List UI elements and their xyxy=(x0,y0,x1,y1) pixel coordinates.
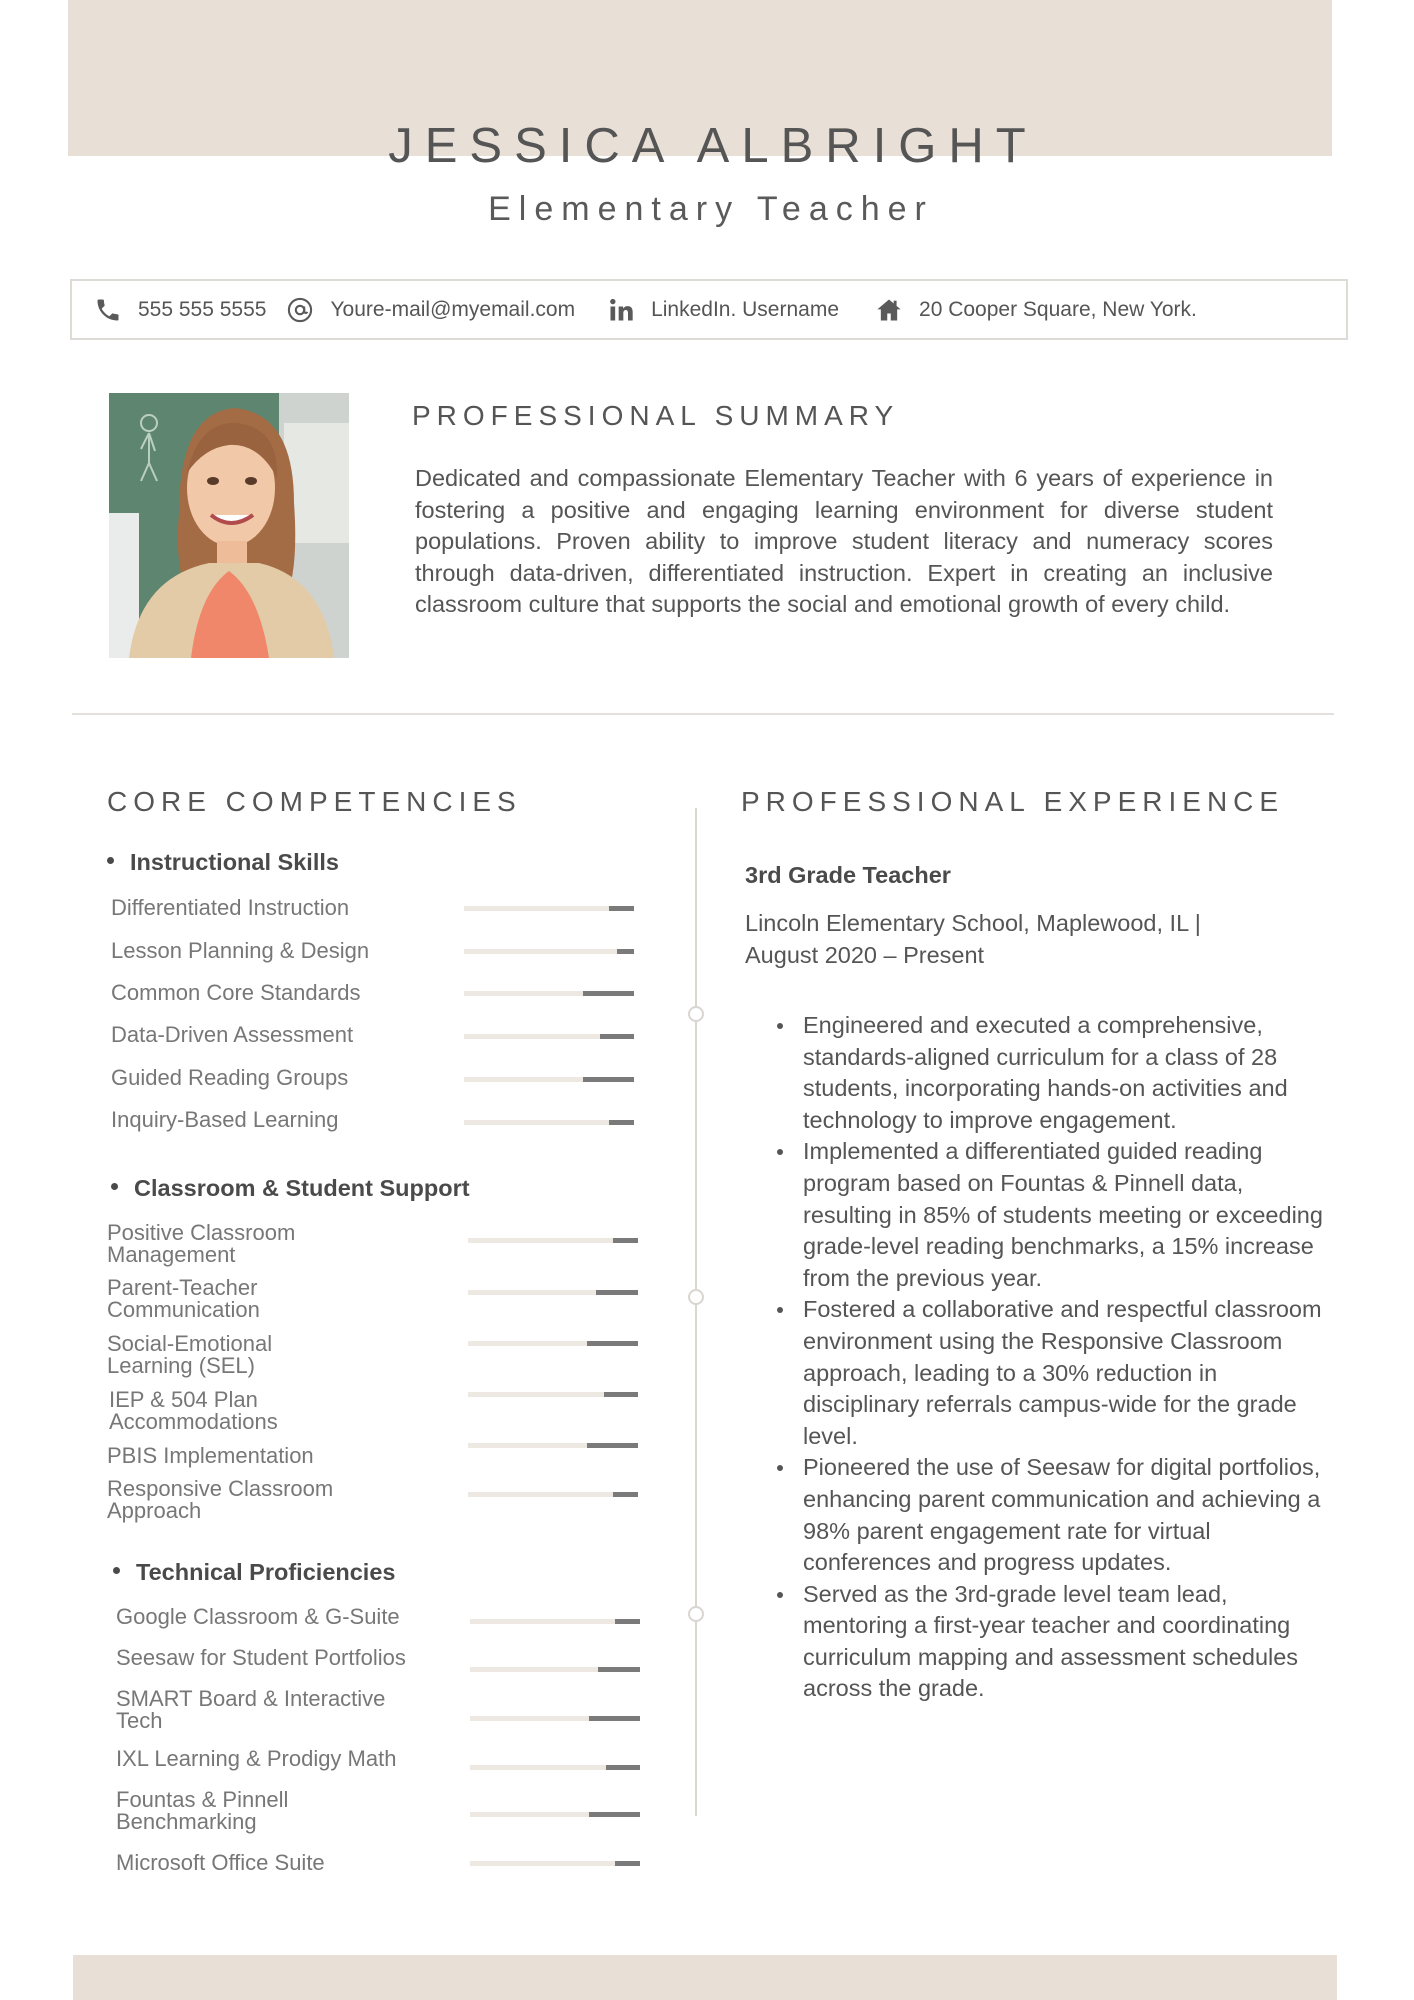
skill-bar-track xyxy=(470,1861,640,1866)
skill-bar-track xyxy=(468,1492,638,1497)
skill-bar-fill xyxy=(604,1392,638,1397)
skill-bar-track xyxy=(470,1812,640,1817)
skill-bar-track xyxy=(468,1238,638,1243)
timeline-dot xyxy=(688,1006,704,1022)
skill-bar-track xyxy=(464,1034,634,1039)
category-name: Technical Proficiencies xyxy=(136,1559,396,1585)
contact-address xyxy=(873,294,1197,326)
job-bullet: Served as the 3rd-grade level team lead, mentoring a first-year teacher and coordinating curriculum mapping and assessment schedules across the grade. xyxy=(773,1579,1333,1705)
skill-bar-fill xyxy=(583,991,634,996)
summary-text: Dedicated and compassionate Elementary Teacher with 6 years of experience in fostering a positive and engaging learning environment for diverse student populations. Proven ability to improve student literacy and numeracy scores through data-driven, differentiated instruction. Expert in creating an inclusive classroom culture that supports the social and emotional growth of every child. xyxy=(415,465,1273,618)
job-bullet: Engineered and executed a comprehensive, standards-aligned curriculum for a class of 28 students, incorporating hands-on activities and technology to improve engagement. xyxy=(773,1010,1333,1136)
job-company: Lincoln Elementary School, Maplewood, IL | xyxy=(745,910,1201,936)
phone-icon xyxy=(92,294,124,326)
contact-email[interactable] xyxy=(284,294,575,326)
competency-category xyxy=(113,1559,395,1586)
skill-label: Inquiry-Based Learning xyxy=(111,1107,339,1132)
skill-bar-track xyxy=(470,1765,640,1770)
home-icon xyxy=(873,294,905,326)
competency-category xyxy=(107,849,339,876)
section-divider xyxy=(72,713,1334,715)
competency-category xyxy=(111,1175,470,1202)
skill-bar-track xyxy=(464,991,634,996)
skill-label: PBIS Implementation xyxy=(107,1443,314,1468)
skill-bar-track xyxy=(470,1619,640,1624)
skill-bar-fill xyxy=(596,1290,638,1295)
skill-bar-track xyxy=(468,1443,638,1448)
skill-label: IXL Learning & Prodigy Math xyxy=(116,1746,397,1771)
skill-label: Lesson Planning & Design xyxy=(111,938,370,963)
skill-label: Responsive Classroom Approach xyxy=(107,1476,334,1523)
skill-bar-track xyxy=(468,1341,638,1346)
skill-label: Parent-Teacher Communication xyxy=(107,1275,260,1322)
at-sign-icon xyxy=(284,294,316,326)
category-name: Classroom & Student Support xyxy=(134,1175,470,1201)
skill-label: Data-Driven Assessment xyxy=(111,1022,354,1047)
skill-bar-track xyxy=(470,1716,640,1721)
skill-label: Google Classroom & G-Suite xyxy=(116,1604,400,1629)
email-text[interactable]: Youre-mail@myemail.com xyxy=(330,297,576,321)
category-name: Instructional Skills xyxy=(130,849,339,875)
skill-bar-fill xyxy=(589,1716,640,1721)
skill-bar-fill xyxy=(615,1619,640,1624)
footer-band xyxy=(73,1955,1337,2000)
job-title: 3rd Grade Teacher xyxy=(745,862,951,888)
skill-bar-track xyxy=(464,949,634,954)
linkedin-icon xyxy=(605,294,637,326)
skill-bar-fill xyxy=(609,906,634,911)
skill-label: SMART Board & Interactive Tech xyxy=(116,1686,386,1733)
contact-linkedin[interactable] xyxy=(605,294,839,326)
job-bullet: Implemented a differentiated guided reading program based on Fountas & Pinnell data, resulting in 85% of students meeting or exceeding grade-level reading benchmarks, a 15% increase from the previous year. xyxy=(773,1136,1333,1294)
skill-label: IEP & 504 Plan Accommodations xyxy=(109,1387,278,1434)
skill-bar-fill xyxy=(589,1812,640,1817)
skill-bar-fill xyxy=(613,1238,638,1243)
skill-bar-fill xyxy=(613,1492,638,1497)
skill-label: Social-Emotional Learning (SEL) xyxy=(107,1331,273,1378)
experience-heading: PROFESSIONAL EXPERIENCE xyxy=(741,786,1285,817)
skill-bar-fill xyxy=(587,1443,638,1448)
bullet-dot xyxy=(113,1567,120,1574)
contact-bar xyxy=(70,279,1348,340)
skill-bar-track xyxy=(464,1077,634,1082)
skill-bar-fill xyxy=(600,1034,634,1039)
timeline-line xyxy=(695,808,697,1816)
timeline-dot xyxy=(688,1606,704,1622)
skill-label: Common Core Standards xyxy=(111,980,361,1005)
job-meta xyxy=(745,907,1305,971)
skill-bar-track xyxy=(468,1290,638,1295)
skill-bar-fill xyxy=(598,1667,640,1672)
skill-bar-fill xyxy=(587,1341,638,1346)
skill-bar-fill xyxy=(606,1765,640,1770)
linkedin-text[interactable]: LinkedIn. Username xyxy=(651,297,840,321)
job-title-header: Elementary Teacher xyxy=(488,190,934,228)
skill-label: Seesaw for Student Portfolios xyxy=(116,1645,406,1670)
bullet-dot xyxy=(107,857,114,864)
skill-bar-track xyxy=(464,906,634,911)
skill-bar-fill xyxy=(609,1120,634,1125)
phone-text: 555 555 5555 xyxy=(138,297,267,321)
skill-label: Positive Classroom Management xyxy=(107,1220,296,1267)
contact-phone xyxy=(92,294,266,326)
candidate-name: JESSICA ALBRIGHT xyxy=(388,119,1038,173)
skill-bar-fill xyxy=(617,949,634,954)
address-text: 20 Cooper Square, New York. xyxy=(919,297,1197,321)
skill-bar-fill xyxy=(615,1861,640,1866)
skill-bar-track xyxy=(470,1667,640,1672)
skill-label: Guided Reading Groups xyxy=(111,1065,349,1090)
competencies-heading: CORE COMPETENCIES xyxy=(107,786,522,817)
job-bullet: Fostered a collaborative and respectful classroom environment using the Responsive Classroom approach, leading to a 30% reduction in disciplinary referrals campus-wide for the grade level. xyxy=(773,1294,1333,1452)
summary-heading: PROFESSIONAL SUMMARY xyxy=(412,400,900,431)
skill-label: Differentiated Instruction xyxy=(111,895,350,920)
skill-bar-track xyxy=(464,1120,634,1125)
skill-bar-fill xyxy=(583,1077,634,1082)
skill-label: Fountas & Pinnell Benchmarking xyxy=(116,1787,289,1834)
timeline-dot xyxy=(688,1289,704,1305)
skill-bar-track xyxy=(468,1392,638,1397)
job-dates: August 2020 – Present xyxy=(745,942,985,968)
job-bullet-list xyxy=(773,1010,1333,1705)
skill-label: Microsoft Office Suite xyxy=(116,1850,325,1875)
profile-photo xyxy=(109,393,349,658)
bullet-dot xyxy=(111,1183,118,1190)
job-bullet: Pioneered the use of Seesaw for digital portfolios, enhancing parent communication and achieving a 98% parent engagement rate for virtual conferences and progress updates. xyxy=(773,1452,1333,1578)
